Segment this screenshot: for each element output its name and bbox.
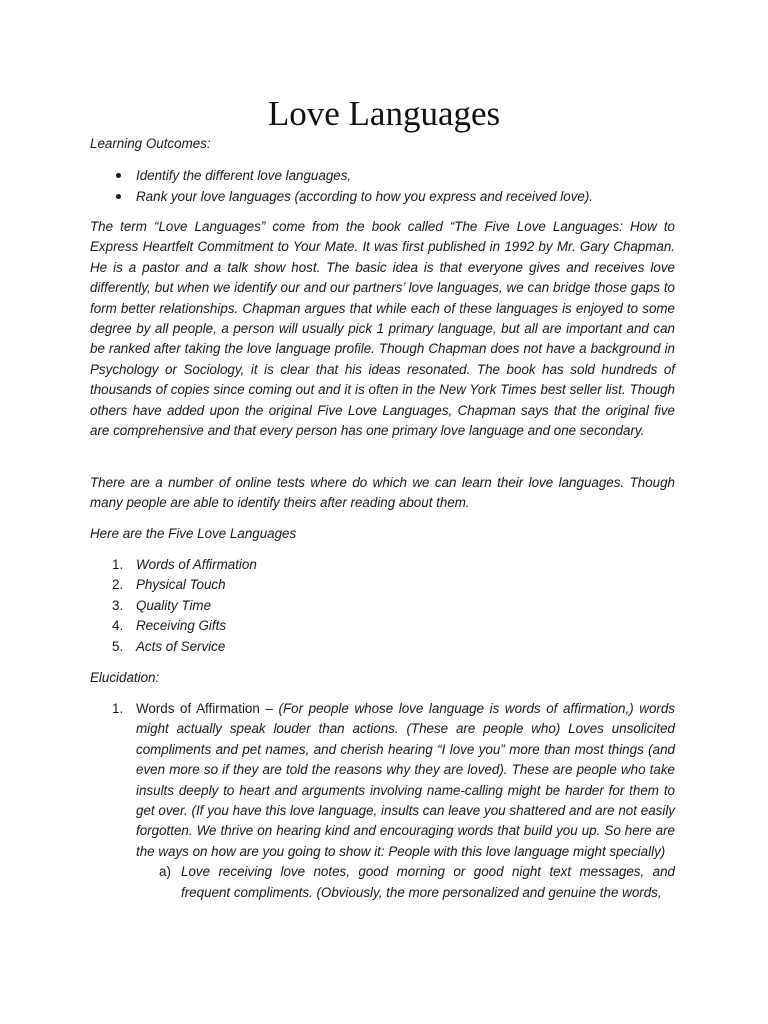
- list-item: [90, 165, 675, 186]
- list-item: [90, 186, 675, 207]
- list-item: [90, 555, 675, 575]
- list-item: [90, 637, 675, 657]
- list-item-text: Rank your love languages (according to how you express and received love).: [136, 189, 594, 204]
- five-languages-list: [90, 555, 675, 657]
- list-number: 1.: [112, 557, 124, 572]
- list-item: [90, 575, 675, 595]
- five-languages-heading: Here are the Five Love Languages: [90, 526, 297, 541]
- sub-list-label: a): [159, 864, 171, 880]
- list-number: 2.: [112, 577, 124, 593]
- list-number: 4.: [112, 618, 124, 634]
- sub-list-item: [136, 862, 675, 903]
- elucidation-sub-list: [136, 862, 675, 903]
- intro-paragraph: The term “Love Languages” come from the book called “The Five Love Languages: How to Express Heartfelt Commitment to Your Mate. It was first published in 1992 by Mr. Gary Chapman. He is a pastor and a talk show host. The basic idea is that everyone gives and receives love differently, but when we identify our and our partners’ love languages, we can bridge those gaps to form better relationships. Chapman argues that while each of these languages is enjoyed to some degree by all people, a person will usually pick 1 primary language, but all are important and can be ranked after taking the love language profile. Though Chapman does not have a background in Psychology or Sociology, it is clear that his ideas resonated. The book has sold hundreds of thousands of copies since coming out and it is often in the New York Times best seller list. Though others have added upon the original Five Love Languages, Chapman says that the original five are comprehensive and that every person has one primary love language and one secondary.: [90, 219, 675, 439]
- elucidation-list: [90, 699, 675, 903]
- list-item: [90, 596, 675, 616]
- list-item-text: Acts of Service: [136, 638, 226, 654]
- learning-outcomes-list: [90, 165, 675, 207]
- elucidation-heading: Elucidation:: [90, 670, 160, 685]
- elucidation-item-body: – (For people whose love language is words of affirmation,) words might actually speak louder than actions. (These are people who) Loves unsolicited compliments and pet names, and cherish hearing “I love you” more than most things (and even more so if they are told the reasons why they are loved). These are people who take insults deeply to heart and arguments involving name-calling might be harder for them to get over. (If you have this love language, insults can leave you shattered and are not easily forgotten. We thrive on hearing kind and encouraging words that build you up. So here are the ways on how are you going to show it: People with this love language might specially): [136, 701, 675, 859]
- bullet-icon: [116, 173, 121, 178]
- list-item-text: Words of Affirmation: [136, 557, 257, 572]
- sub-list-item-text: Love receiving love notes, good morning or good night text messages, and frequent compliments. (Obviously, the more personalized and genuine the words,: [181, 864, 675, 900]
- learning-outcomes-heading: Learning Outcomes:: [90, 136, 211, 151]
- list-item-text: Physical Touch: [136, 577, 226, 593]
- list-item: [90, 699, 675, 903]
- list-number: 5.: [112, 638, 124, 654]
- tests-paragraph: There are a number of online tests where do which we can learn their love languages. Though many people are able to identify theirs after reading about them.: [90, 475, 675, 511]
- list-number: 3.: [112, 597, 124, 613]
- list-item-text: Quality Time: [136, 597, 212, 613]
- list-item-text: Receiving Gifts: [136, 618, 227, 634]
- list-number: 1.: [112, 701, 124, 716]
- bullet-icon: [116, 194, 121, 199]
- list-item: [90, 616, 675, 636]
- elucidation-item-text: [136, 699, 675, 862]
- list-item-text: Identify the different love languages,: [136, 168, 352, 183]
- document-title: Love Languages: [267, 94, 501, 133]
- elucidation-item-lead: Words of Affirmation: [136, 701, 260, 716]
